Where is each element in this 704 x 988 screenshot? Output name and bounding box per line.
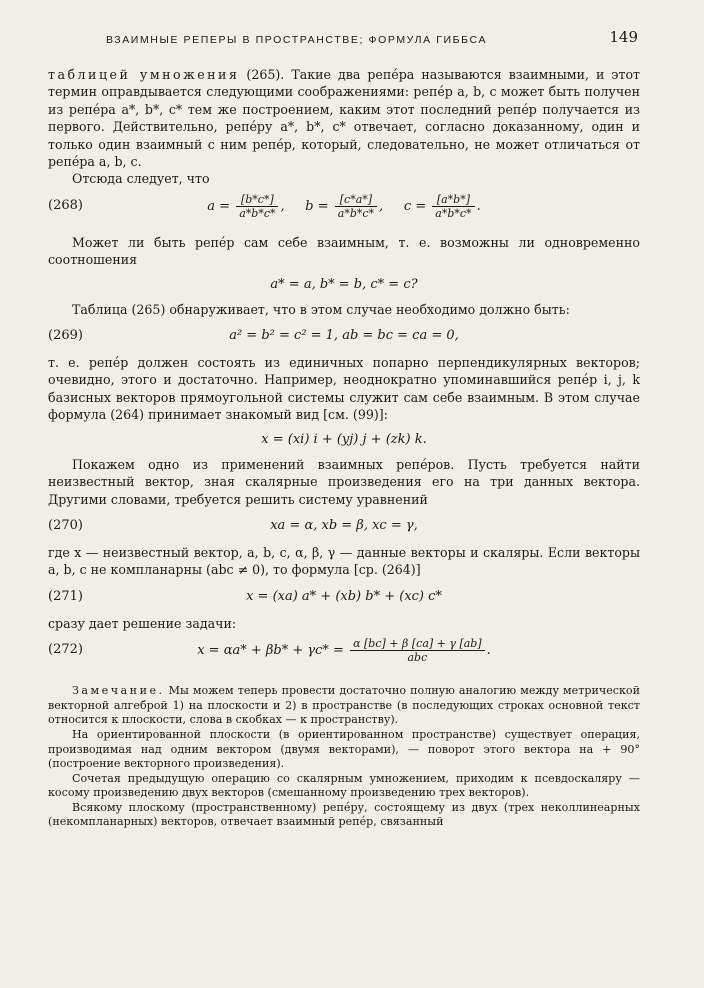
paragraph-2: Отсюда следует, что bbox=[72, 171, 210, 187]
fraction-numerator: [b*c*] bbox=[236, 193, 278, 207]
fraction-a bbox=[236, 193, 278, 220]
paragraph-3: Может ли быть репéр сам себе взаимным, т. е. возможны ли одновременно соотношения bbox=[48, 234, 640, 268]
paragraph-8: сразу дает решение задачи: bbox=[48, 615, 237, 631]
eq-a-lhs: a = bbox=[207, 198, 231, 214]
main-text bbox=[48, 66, 640, 830]
remark-2: На ориентированной плоскости (в ориентированном пространстве) существует операция, производимая над одним вектором (двумя векторами), — поворот этого вектора на + 90° (построение векторного произведения). bbox=[48, 727, 640, 771]
remark-1-text: Мы можем теперь провести достаточно полную аналогию между метрической векторной алгеброй 1) на плоскости и 2) в пространстве (в последующих строках основной текст относится к плоскости, слова в скобках — к пространству). bbox=[48, 684, 640, 727]
fraction-denominator: a*b*c* bbox=[239, 206, 276, 220]
paragraph-1-text: (265). Такие два репéра называются взаимными, и этот термин оправдывается следующими соображениями: репéр a, b, c может быть получен из репéра a*, b*, c* тем же построением, каким этот последний репéр получается из первого. Действительно, репéру a*, b*, c* отвечает, согласно доказанному, один и только один взаимный с ним репéр, который, следовательно, не может отличаться от репéра a, b, c. bbox=[48, 67, 640, 170]
equation-270 bbox=[48, 513, 640, 539]
paragraph-5: т. е. репéр должен состоять из единичных попарно перпендикулярных векторов; очевидно, этого и достаточно. Например, неоднократно упоминавшийся репéр i, j, k базисных векторов прямоугольной системы служит сам себе взаимным. В этом случае формула (264) принимает знакомый вид [см. (99)]: bbox=[48, 355, 640, 423]
eq-b-lhs: b = bbox=[305, 198, 329, 214]
equation-self-reciprocal bbox=[48, 274, 640, 296]
equation-body: a = $\frac{[b*c*]}{a*b*c*}$ , b = $\frac{[c*a*]}{a*b*c*}$ , c = $\frac{[a*b*]}{a*b*c*}$ . bbox=[207, 192, 481, 220]
fraction-numerator: α [bc] + β [ca] + γ [ab] bbox=[350, 637, 485, 651]
equation-number: (271) bbox=[48, 588, 83, 604]
page-header bbox=[0, 26, 704, 50]
page-number: 149 bbox=[609, 28, 638, 46]
remark-block bbox=[48, 684, 640, 830]
equation-269 bbox=[48, 323, 640, 349]
fraction-b bbox=[335, 193, 377, 220]
remark-3: Сочетая предыдущую операцию со скалярным умножением, приходим к псевдоскаляру — косому произведению двух векторов (смешанному произведению трех векторов). bbox=[48, 771, 640, 800]
running-head: ВЗАИМНЫЕ РЕПЕРЫ В ПРОСТРАНСТВЕ; ФОРМУЛА ГИББСА bbox=[106, 34, 488, 46]
remark-1 bbox=[48, 684, 640, 728]
paragraph-4: Таблица (265) обнаруживает, что в этом случае необходимо должно быть: bbox=[72, 301, 570, 317]
fraction-numerator: [a*b*] bbox=[432, 193, 474, 207]
remark-4: Всякому плоскому (пространственному) репéру, состоящему из двух (трех неколлинеарных (некомпланарных) векторов, отвечает взаимный репéр, связанный bbox=[48, 800, 640, 829]
equation-number: (268) bbox=[48, 197, 83, 213]
fraction-c bbox=[432, 193, 474, 220]
fraction-denominator: a*b*c* bbox=[435, 206, 472, 220]
eq-272-lhs: x = αa* + βb* + γc* = bbox=[197, 643, 344, 659]
fraction-numerator: [c*a*] bbox=[335, 193, 377, 207]
equation-number: (269) bbox=[48, 328, 83, 344]
equation-body: x = (xa) a* + (xb) b* + (xc) c* bbox=[246, 588, 442, 604]
equation-272 bbox=[48, 637, 640, 673]
equation-number: (272) bbox=[48, 642, 83, 658]
equation-body: a* = a, b* = b, c* = c? bbox=[270, 276, 418, 292]
equation-body: a² = b² = c² = 1, ab = bc = ca = 0, bbox=[229, 328, 459, 344]
equation-268 bbox=[48, 193, 640, 229]
equation-body: xa = α, xb = β, xc = γ, bbox=[270, 517, 418, 533]
equation-coordinates bbox=[48, 429, 640, 451]
fraction-denominator: abc bbox=[407, 651, 428, 665]
emphasized-term: таблицей умножения bbox=[48, 67, 240, 82]
fraction-denominator: a*b*c* bbox=[337, 206, 375, 220]
eq-c-lhs: c = bbox=[403, 198, 427, 214]
equation-271 bbox=[48, 584, 640, 610]
paragraph-1 bbox=[48, 66, 640, 170]
equation-body: x = αa* + βb* + γc* = $\frac{\alpha [bc] + \beta [ca] + \gamma [ab]}{\text{abc}}$ . bbox=[197, 637, 491, 665]
equation-number: (270) bbox=[48, 517, 83, 533]
fraction-solution bbox=[350, 637, 485, 664]
equation-body: x = (xi) i + (yj) j + (zk) k. bbox=[261, 431, 427, 447]
paragraph-6: Покажем одно из применений взаимных репéров. Пусть требуется найти неизвестный вектор, зная скалярные произведения его на три данных вектора. Другими словами, требуется решить систему уравнений bbox=[48, 456, 640, 507]
remark-heading: Замечание. bbox=[72, 684, 165, 698]
paragraph-7: где x — неизвестный вектор, a, b, c, α, β, γ — данные векторы и скаляры. Если векторы a, b, c не компланарны (abc ≠ 0), то формула [ср. (264)] bbox=[48, 544, 640, 578]
